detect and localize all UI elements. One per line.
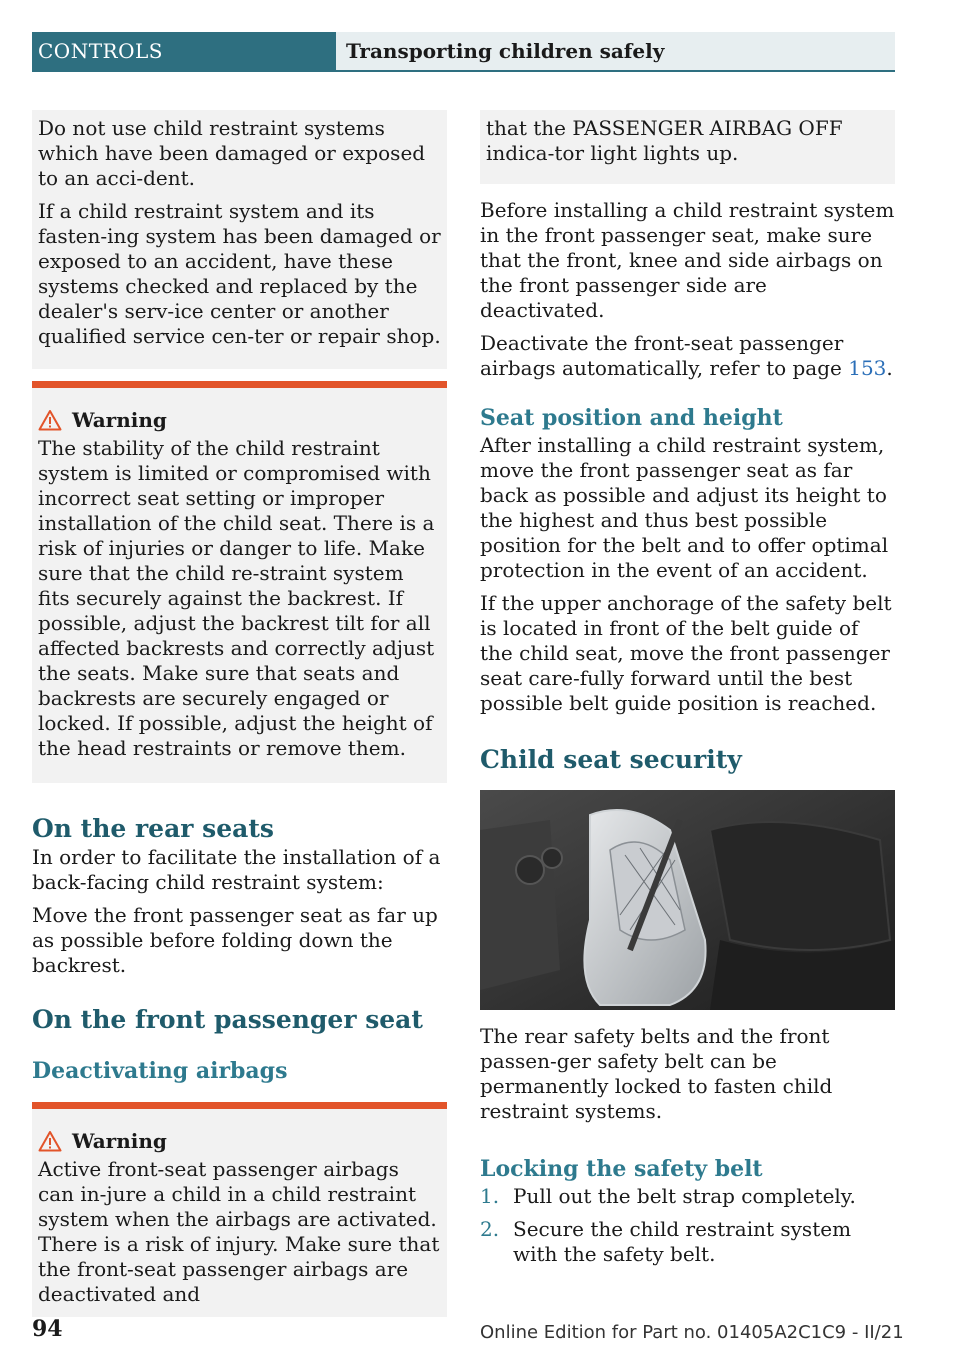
warning-box-continued [480,110,895,184]
rear-paragraph-1: In order to facilitate the installation of a back-facing child restraint system: [32,845,441,894]
edition-footer: Online Edition for Part no. 01405A2C1C9 - II/21 [480,1322,904,1343]
section-label: CONTROLS [32,32,336,70]
heading-rear-seats: On the rear seats [32,814,274,843]
warning-label: Warning [72,1129,167,1153]
heading-front-passenger-seat: On the front passenger seat [32,1005,423,1034]
list-item [480,1217,895,1267]
step-number: 1. [480,1184,500,1208]
warning-header [38,408,441,432]
warning-triangle-icon [38,1130,62,1152]
heading-deactivating-airbags: Deactivating airbags [32,1058,288,1084]
deactivate-paragraph: Deactivate the front-seat passenger airbags automatically, refer to page 153. [480,331,893,380]
warning-label: Warning [72,408,167,432]
install-paragraph: Before installing a child restraint system in the front passenger seat, make sure that the front, knee and side airbags on the front passenger side are deactivated. [480,198,895,322]
step-text: Pull out the belt strap completely. [513,1184,856,1208]
page-header [32,32,895,72]
warning-header [38,1129,441,1153]
seat-paragraph-1: After installing a child restraint system, move the front passenger seat as far back as possible and adjust its height to the highest and thus best possible position for the belt and to offer optimal protection in the event of an accident. [480,433,889,582]
warning-text: Active front-seat passenger airbags can in-jure a child in a child restraint system when the airbags are activated. There is a risk of injury. Make sure that the front-seat passenger airbags are deactivated and [38,1157,440,1306]
locking-steps-list [480,1184,895,1267]
seat-paragraph-2: If the upper anchorage of the safety belt is located in front of the belt guide of the child seat, move the front passenger seat care-fully forward until the best possible belt guide position is reached. [480,591,892,715]
chapter-title: Transporting children safely [336,32,895,70]
note-paragraph: If a child restraint system and its fasten-ing system has been damaged or exposed to an accident, have these systems checked and replaced by the dealer's serv-ice center or another qualified service cen-ter or repair shop. [38,199,441,348]
left-column [32,110,447,1317]
page-number: 94 [32,1316,63,1342]
warning-box-stability [32,381,447,783]
heading-locking-safety-belt: Locking the safety belt [480,1156,763,1182]
heading-seat-position: Seat position and height [480,405,783,431]
page-reference-link[interactable]: 153 [848,356,887,380]
child-seat-photo [480,790,895,1010]
note-box-damaged-systems [32,110,447,369]
child-seat-illustration [480,790,895,1010]
step-text: Secure the child restraint system with the safety belt. [513,1217,852,1266]
rear-paragraph-2: Move the front passenger seat as far up as possible before folding down the backrest. [32,903,438,977]
right-column [480,110,895,1275]
note-paragraph: Do not use child restraint systems which have been damaged or exposed to an acci-dent. [38,116,426,190]
step-number: 2. [480,1217,500,1241]
heading-child-seat-security: Child seat security [480,745,742,774]
list-item [480,1184,895,1209]
warning-triangle-icon [38,409,62,431]
security-paragraph: The rear safety belts and the front passen-ger safety belt can be permanently locked to fasten child restraint systems. [480,1024,833,1123]
warning-continued-text: that the PASSENGER AIRBAG OFF indica-tor light lights up. [486,116,843,165]
warning-box-airbags [32,1102,447,1317]
warning-text: The stability of the child restraint system is limited or compromised with incorrect seat setting or improper installation of the child seat. There is a risk of injuries or danger to life. Make sure that the child re-straint system fits securely against the backrest. If possible, adjust the backrest tilt for all affected backrests and correctly adjust the seats. Make sure that seats and backrests are securely engaged or locked. If possible, adjust the height of the head restraints or remove them. [38,436,435,760]
